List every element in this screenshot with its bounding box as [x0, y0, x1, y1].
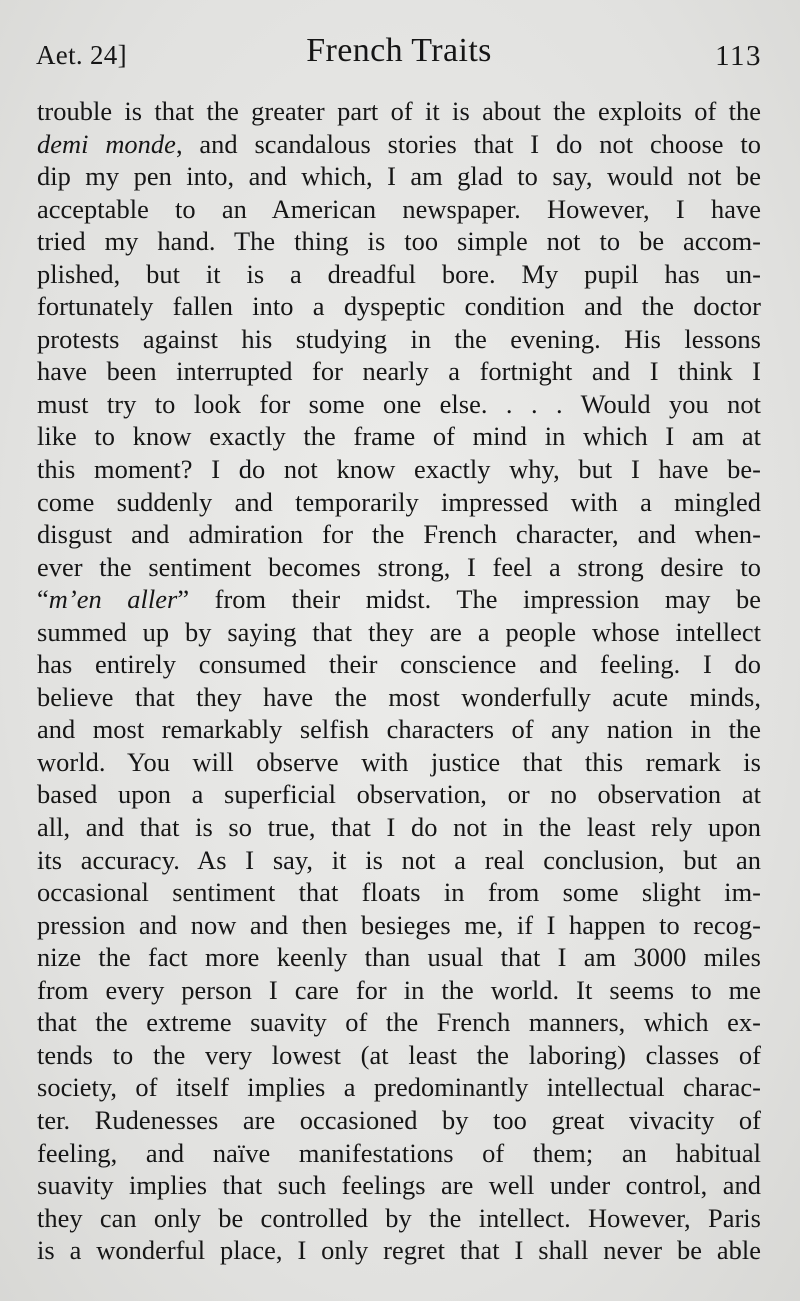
- text-line: from every person I care for in the world. It seems to me: [37, 974, 761, 1005]
- text-line: that the extreme suavity of the French manners, which ex-: [37, 1007, 761, 1038]
- text-line: is a wonderful place, I only regret that I shall never be able: [37, 1235, 761, 1266]
- text-line: society, of itself implies a predominantly intellectual charac-: [37, 1072, 761, 1103]
- text-line: like to know exactly the frame of mind in which I am at: [37, 421, 761, 452]
- text-line: believe that they have the most wonderfully acute minds,: [37, 681, 761, 712]
- text-line: dip my pen into, and which, I am glad to say, would not be: [37, 161, 761, 192]
- running-header: [36, 28, 762, 78]
- text-line: trouble is that the greater part of it is about the exploits of the: [37, 96, 761, 126]
- header-age-note: Aet. 24]: [36, 40, 127, 70]
- text-line: plished, but it is a dreadful bore. My pupil has un-: [37, 258, 761, 289]
- text-line: acceptable to an American newspaper. However, I have: [37, 193, 761, 224]
- text-line: summed up by saying that they are a people whose intellect: [37, 616, 761, 647]
- page-number: 113: [715, 40, 762, 72]
- text-line: pression and now and then besieges me, if I happen to recog-: [37, 909, 761, 940]
- text-line: ever the sentiment becomes strong, I feel a strong desire to: [37, 551, 761, 582]
- text-line: must try to look for some one else. . . . Would you not: [37, 388, 761, 419]
- text-line: suavity implies that such feelings are well under control, and: [37, 1170, 761, 1201]
- text-line: ter. Rudenesses are occasioned by too great vivacity of: [37, 1104, 761, 1135]
- text-line: they can only be controlled by the intellect. However, Paris: [37, 1202, 761, 1233]
- text-line: nize the fact more keenly than usual that I am 3000 miles: [37, 942, 761, 973]
- text-line: its accuracy. As I say, it is not a real conclusion, but an: [37, 844, 761, 875]
- body-paragraph: [37, 95, 761, 1267]
- text-line: has entirely consumed their conscience and feeling. I do: [37, 649, 761, 680]
- text-line: protests against his studying in the evening. His lessons: [37, 323, 761, 354]
- page-title: French Traits: [306, 32, 492, 69]
- text-line: this moment? I do not know exactly why, but I have be-: [37, 454, 761, 485]
- text-line: feeling, and naïve manifestations of them; an habitual: [37, 1137, 761, 1168]
- text-line: come suddenly and temporarily impressed with a mingled: [37, 486, 761, 517]
- text-line: occasional sentiment that floats in from some slight im-: [37, 877, 761, 908]
- text-line: disgust and admiration for the French character, and when-: [37, 519, 761, 550]
- text-line: all, and that is so true, that I do not in the least rely upon: [37, 812, 761, 843]
- text-line: tends to the very lowest (at least the laboring) classes of: [37, 1039, 761, 1070]
- text-line: and most remarkably selfish characters of any nation in the: [37, 714, 761, 745]
- text-line: “m’en aller” from their midst. The impression may be: [37, 584, 761, 615]
- text-line: fortunately fallen into a dyspeptic condition and the doctor: [37, 291, 761, 322]
- text-line: have been interrupted for nearly a fortnight and I think I: [37, 356, 761, 387]
- text-line: tried my hand. The thing is too simple not to be accom-: [37, 226, 761, 257]
- text-line: world. You will observe with justice that this remark is: [37, 746, 761, 777]
- text-line: demi monde, and scandalous stories that I do not choose to: [37, 128, 761, 159]
- text-line: based upon a superficial observation, or no observation at: [37, 779, 761, 810]
